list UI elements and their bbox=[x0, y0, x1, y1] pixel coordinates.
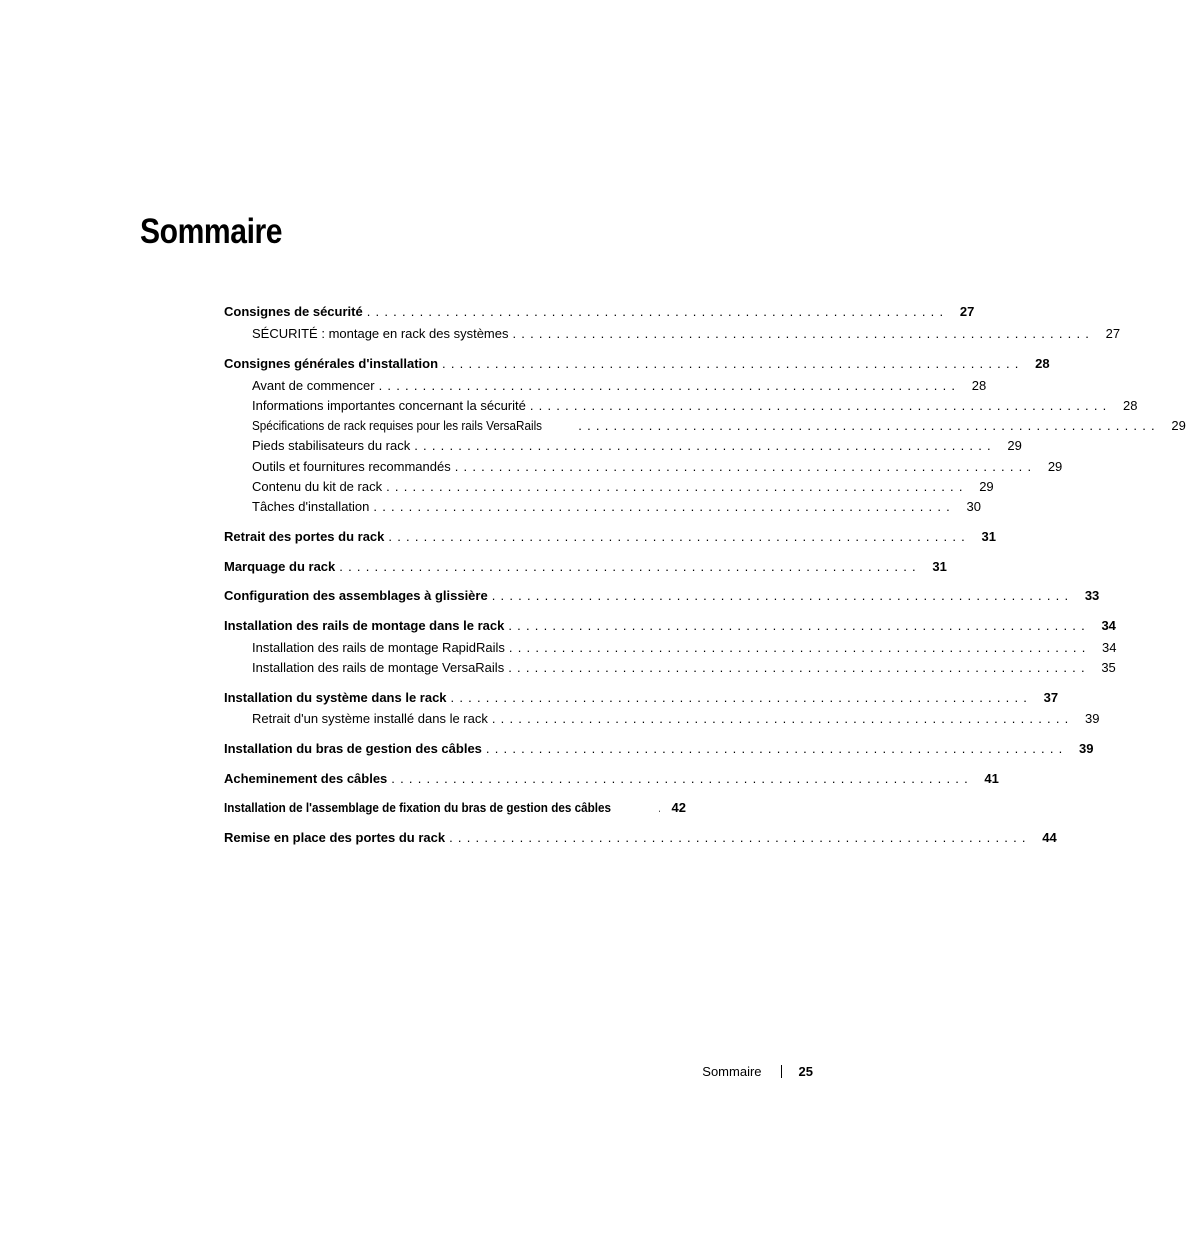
dot-leader: .................................................................. bbox=[386, 479, 968, 494]
dot-leader: .................................................................. bbox=[450, 690, 1033, 705]
toc-entry[interactable] bbox=[224, 617, 1116, 635]
toc-entry-title: Avant de commencer bbox=[252, 378, 375, 393]
dot-leader: .................................................................. bbox=[442, 356, 1024, 371]
toc-entry-page: 28 bbox=[971, 378, 987, 393]
toc-entry[interactable] bbox=[224, 659, 1116, 677]
toc-entry-page: 29 bbox=[1171, 418, 1186, 433]
toc-entry-page: 27 bbox=[959, 304, 975, 319]
toc-entry-page: 34 bbox=[1101, 618, 1116, 633]
dot-leader: .................................................................. bbox=[391, 771, 973, 786]
toc-entry-title: Marquage du rack bbox=[224, 559, 336, 574]
toc-entry-page: 29 bbox=[1007, 438, 1022, 453]
toc-entry-page: 30 bbox=[966, 499, 981, 514]
toc-entry-page: 35 bbox=[1101, 660, 1116, 675]
dot-leader bbox=[658, 799, 660, 817]
toc-entry-title: Informations importantes concernant la sécurité bbox=[252, 398, 526, 413]
dot-leader: .................................................................. bbox=[454, 459, 1037, 474]
toc-entry-title: Installation des rails de montage dans le rack bbox=[224, 618, 505, 633]
toc-entry-title: Installation des rails de montage RapidRails bbox=[252, 640, 505, 655]
dot-leader: .................................................................. bbox=[578, 418, 1160, 433]
toc-entry[interactable] bbox=[224, 639, 1117, 657]
toc-entry[interactable] bbox=[224, 325, 1121, 343]
toc-entry-page: 44 bbox=[1042, 830, 1057, 845]
toc-entry[interactable] bbox=[224, 498, 981, 516]
dot-leader: .................................................................. bbox=[339, 559, 921, 574]
toc-entry[interactable] bbox=[224, 587, 1100, 605]
page-title: Sommaire bbox=[140, 212, 283, 251]
toc-entry-page: 33 bbox=[1084, 588, 1100, 603]
toc-entry-page: 29 bbox=[1047, 459, 1063, 474]
dot-leader: .................................................................. bbox=[508, 640, 1091, 655]
toc-entry-title: Installation du bras de gestion des câbles bbox=[224, 741, 482, 756]
toc-entry-page: 31 bbox=[932, 559, 947, 574]
toc-entry[interactable] bbox=[224, 528, 996, 546]
footer-divider bbox=[781, 1065, 782, 1078]
toc-entry-title: Acheminement des câbles bbox=[224, 771, 388, 786]
toc-entry[interactable] bbox=[224, 799, 686, 817]
dot-leader: .................................................................. bbox=[491, 711, 1074, 726]
toc-entry-page: 28 bbox=[1035, 356, 1050, 371]
toc-entry-page: 42 bbox=[671, 800, 686, 815]
toc-entry[interactable] bbox=[224, 355, 1050, 373]
toc-entry[interactable] bbox=[224, 303, 975, 321]
table-of-contents bbox=[224, 0, 1186, 900]
toc-entry-page: 27 bbox=[1105, 326, 1121, 341]
dot-leader: .................................................................. bbox=[508, 660, 1090, 675]
footer-page-number: 25 bbox=[798, 1063, 813, 1079]
dot-leader: .................................................................. bbox=[491, 588, 1074, 603]
dot-leader: .................................................................. bbox=[449, 830, 1031, 845]
dot-leader: .................................................................. bbox=[373, 499, 955, 514]
toc-entry[interactable] bbox=[224, 437, 1022, 455]
toc-entry[interactable] bbox=[224, 478, 994, 496]
toc-entry-page: 39 bbox=[1085, 711, 1100, 726]
dot-leader: .................................................................. bbox=[366, 304, 949, 319]
toc-entry-title: Outils et fournitures recommandés bbox=[252, 459, 451, 474]
dot-leader: .................................................................. bbox=[388, 529, 970, 544]
toc-entry[interactable] bbox=[224, 829, 1057, 847]
dot-leader: .................................................................. bbox=[512, 326, 1095, 341]
dot-leader: .................................................................. bbox=[529, 398, 1112, 413]
toc-entry-title: Pieds stabilisateurs du rack bbox=[252, 438, 411, 453]
toc-entry-title: Retrait des portes du rack bbox=[224, 529, 385, 544]
toc-entry[interactable] bbox=[224, 558, 947, 576]
toc-entry[interactable] bbox=[224, 770, 999, 788]
toc-entry[interactable] bbox=[224, 689, 1059, 707]
toc-entry[interactable] bbox=[224, 458, 1063, 476]
toc-entry-page: 37 bbox=[1043, 690, 1059, 705]
toc-entry-title: Consignes générales d'installation bbox=[224, 356, 439, 371]
page-footer bbox=[702, 1062, 813, 1080]
toc-entry-title: Remise en place des portes du rack bbox=[224, 830, 446, 845]
toc-entry-title: Retrait d'un système installé dans le rack bbox=[252, 711, 488, 726]
toc-entry-title: Contenu du kit de rack bbox=[252, 479, 383, 494]
toc-entry-title: Installation de l'assemblage de fixation du bras de gestion des câbles bbox=[224, 800, 612, 815]
toc-entry-title: Installation du système dans le rack bbox=[224, 690, 447, 705]
dot-leader: .................................................................. bbox=[378, 378, 961, 393]
footer-section-title: Sommaire bbox=[702, 1063, 762, 1079]
toc-entry-title: Configuration des assemblages à glissière bbox=[224, 588, 488, 603]
toc-entry[interactable] bbox=[224, 710, 1100, 728]
toc-entry-title: Tâches d'installation bbox=[252, 499, 370, 514]
dot-leader: .................................................................. bbox=[485, 741, 1068, 756]
toc-entry-page: 31 bbox=[981, 529, 996, 544]
toc-entry-page: 39 bbox=[1079, 741, 1094, 756]
toc-entry-page: 29 bbox=[979, 479, 994, 494]
toc-entry[interactable] bbox=[224, 740, 1094, 758]
toc-entry[interactable] bbox=[224, 397, 1138, 415]
toc-entry-page: 41 bbox=[984, 771, 999, 786]
toc-entry-page: 28 bbox=[1122, 398, 1138, 413]
toc-entry-page: 34 bbox=[1102, 640, 1117, 655]
dot-leader: .................................................................. bbox=[508, 618, 1090, 633]
toc-entry-title: Spécifications de rack requises pour les rails VersaRails bbox=[252, 418, 543, 433]
toc-entry[interactable] bbox=[224, 377, 987, 395]
toc-entry[interactable] bbox=[224, 417, 1186, 435]
dot-leader: .................................................................. bbox=[414, 438, 996, 453]
toc-entry-title: SÉCURITÉ : montage en rack des systèmes bbox=[252, 326, 509, 341]
toc-entry-title: Consignes de sécurité bbox=[224, 304, 363, 319]
toc-entry-title: Installation des rails de montage VersaRails bbox=[252, 660, 505, 675]
